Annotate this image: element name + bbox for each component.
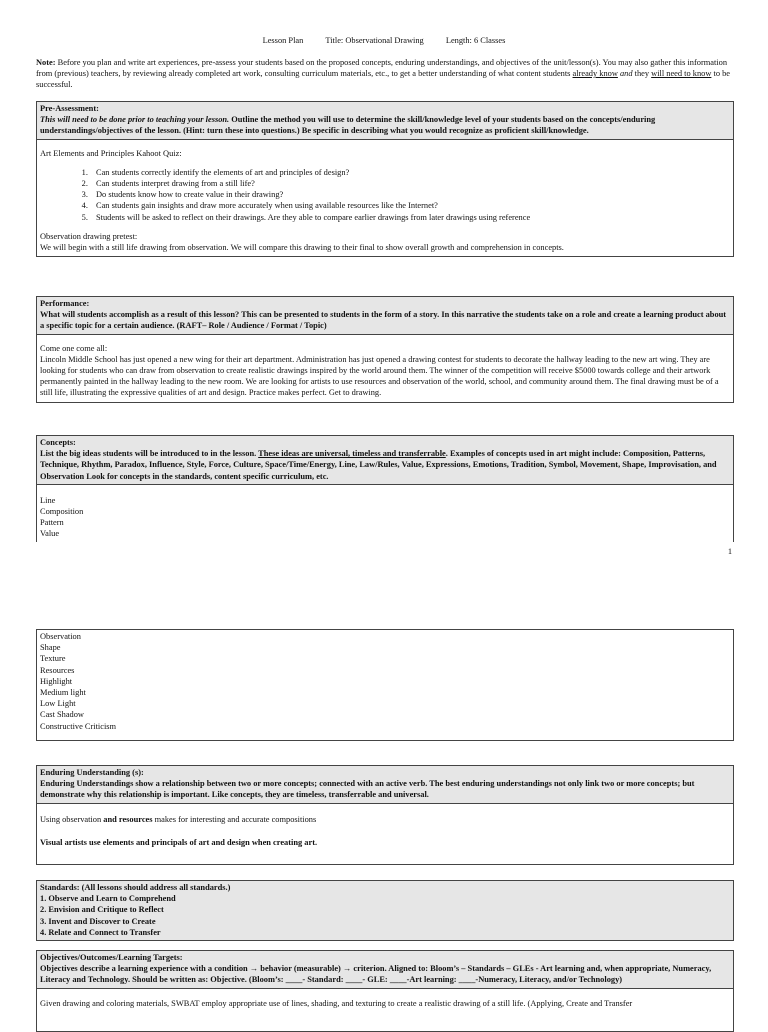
concepts-continued	[36, 629, 734, 741]
concepts-desc-2: . Examples of concepts used in art might include: Composition, Patterns, Technique, Rhythm, Paradox, Influence, Style, Force, Culture, Space/Time/Energy, Line, Law/Rules, Value, Expressions, Emotions, Tradition, Symbol, Movement, Shape, Improvisation, and Observation Look for concepts in the standards, content specific curriculum, etc.	[40, 449, 717, 481]
note-text-1: Before you plan and write art experiences, pre-assess your students based on the proposed concepts, enduring understandings, and objectives of the unit/lesson(s). You may also gather this information from (previous) teachers, by reviewing already completed art work, consulting curriculum materials, etc., to get a better understanding of what content students	[36, 58, 728, 79]
enduring-body	[37, 804, 733, 864]
note-label: Note:	[36, 58, 56, 67]
pre-assessment-italic: This will need to be done prior to teaching your lesson.	[40, 115, 230, 125]
enduring-line2: Visual artists use elements and principals of art and design when creating art.	[40, 837, 318, 847]
concepts-list-page1	[37, 485, 733, 542]
document-header	[0, 35, 768, 46]
standards-title: Standards: (All lessons should address all standards.)	[40, 883, 231, 892]
performance-title: Performance:	[40, 299, 90, 308]
concepts-title: Concepts:	[40, 438, 76, 447]
list-item: Low Light	[40, 699, 76, 709]
list-item: Cast Shadow	[40, 710, 84, 720]
objectives-text: Given drawing and coloring materials, SWBAT employ appropriate use of lines, shading, and texturing to create a realistic drawing of a still life. (Applying, Create and Transfer	[40, 998, 633, 1008]
performance-section	[36, 296, 734, 403]
list-item: Shape	[40, 643, 61, 653]
list-item: Observation	[40, 632, 81, 641]
pre-assessment-title: Pre-Assessment:	[40, 104, 99, 113]
list-item: Line	[40, 495, 56, 505]
objectives-section	[36, 950, 734, 1032]
concepts-header	[37, 436, 733, 485]
standard-item: 2. Envision and Critique to Reflect	[40, 905, 164, 915]
pre-assessment-list	[40, 167, 730, 223]
pretest-text: We will begin with a still life drawing from observation. We will compare this drawing to their final to show overall growth and comprehension in concepts.	[40, 243, 564, 253]
list-item: Resources	[40, 665, 75, 675]
list-item: Value	[40, 529, 60, 539]
standard-item: 3. Invent and Discover to Create	[40, 916, 156, 926]
intro-note	[36, 57, 736, 91]
pre-assessment-section	[36, 101, 734, 257]
doc-type: Lesson Plan	[262, 36, 304, 45]
pre-assessment-header	[37, 102, 733, 140]
concepts-section	[36, 435, 734, 542]
list-item: Highlight	[40, 676, 73, 686]
list-item: Medium light	[40, 688, 86, 698]
standard-item: 4. Relate and Connect to Transfer	[40, 927, 161, 937]
enduring-line1-a: Using observation	[40, 814, 104, 824]
objectives-title: Objectives/Outcomes/Learning Targets:	[40, 953, 183, 962]
enduring-line1-c: makes for interesting and accurate compositions	[152, 814, 317, 824]
list-item: Constructive Criticism	[40, 721, 117, 731]
pre-assessment-body	[37, 140, 733, 257]
performance-story: Lincoln Middle School has just opened a new wing for their art department. Administration has just opened a drawing contest for students to decorate the hallway leading to the new art wing. They are looking for students who can draw from observation to create realistic drawings inspired by the world around them. The winner of the competition will receive $5000 towards college and their artwork permanently painted in the hallway leading to the new room. We are looking for artists to use resources and observation of the world, school, and community around them. The final drawing must be of a still life, illustrating the expressive qualities of art and design. Practice makes perfect. Get to drawing.	[40, 354, 719, 398]
objectives-header	[37, 951, 733, 989]
pre-assessment-desc: Outline the method you will use to determine the skill/knowledge level of your students based on the concepts/enduring understandings/objectives of the lesson. (Hint: turn these into questions.) Be specific in describing what you would recognize as proficient skill/knowledge.	[40, 115, 656, 136]
enduring-title: Enduring Understanding (s):	[40, 768, 144, 777]
objectives-desc: Objectives describe a learning experience with a condition → behavior (measurable) → criterion. Aligned to: Bloom’s – Standards – GLEs - Art learning and, when appropriate, Numeracy, Literacy and Technology. Should be written as: Objective. (Bloom’s: ____- Standard: ____- GLE: ____-Art learning: ____-Numeracy, Literacy, and/or Technology)	[40, 964, 712, 985]
list-item: Texture	[40, 654, 66, 664]
concepts-desc-1: List the big ideas students will be introduced to in the lesson.	[40, 449, 259, 459]
list-item: 1. Can students correctly identify the elements of art and principles of design?	[90, 167, 730, 178]
list-item: Composition	[40, 507, 84, 517]
note-and: and	[617, 69, 635, 79]
list-item: 5. Students will be asked to reflect on their drawings. Are they able to compare earlier drawings from later drawings using reference	[90, 212, 730, 223]
note-they: they	[634, 69, 652, 79]
performance-body	[37, 335, 733, 402]
list-item: 4. Can students gain insights and draw more accurately when using available resources like the Internet?	[90, 200, 730, 211]
performance-greeting: Come one come all:	[40, 343, 108, 353]
pretest-title: Observation drawing pretest:	[40, 231, 138, 241]
page-number: 1	[727, 547, 732, 556]
lesson-title: Title: Observational Drawing	[325, 36, 424, 45]
standards-header	[37, 881, 733, 940]
performance-desc: What will students accomplish as a result of this lesson? This can be presented to students in the form of a story. In this narrative the students take on a role and create a learning product about a specific topic for a certain audience. (RAFT– Role / Audience / Format / Topic)	[40, 310, 727, 331]
note-will-need-to-know: will need to know	[651, 69, 712, 79]
concepts-desc-underline: These ideas are universal, timeless and transferrable	[258, 449, 446, 459]
objectives-body	[37, 989, 733, 1012]
list-item: 2. Can students interpret drawing from a still life?	[90, 178, 730, 189]
performance-header	[37, 297, 733, 335]
enduring-header	[37, 766, 733, 804]
quiz-title: Art Elements and Principles Kahoot Quiz:	[40, 148, 182, 158]
note-text-2: to be successful.	[36, 69, 731, 90]
concepts-list-page2	[37, 630, 733, 735]
list-item: Pattern	[40, 518, 64, 528]
standard-item: 1. Observe and Learn to Comprehend	[40, 894, 176, 904]
enduring-desc: Enduring Understandings show a relationship between two or more concepts; connected with an active verb. The best enduring understandings not only link two or more concepts; but demonstrate why this relationship is important. Like concepts, they are timeless, transferrable and universal.	[40, 779, 695, 800]
enduring-understanding-section	[36, 765, 734, 865]
standards-section	[36, 880, 734, 941]
note-already-know: already know	[572, 69, 618, 79]
list-item: 3. Do students know how to create value in their drawing?	[90, 189, 730, 200]
enduring-line1-b: and resources	[103, 814, 153, 824]
lesson-length: Length: 6 Classes	[445, 36, 506, 45]
